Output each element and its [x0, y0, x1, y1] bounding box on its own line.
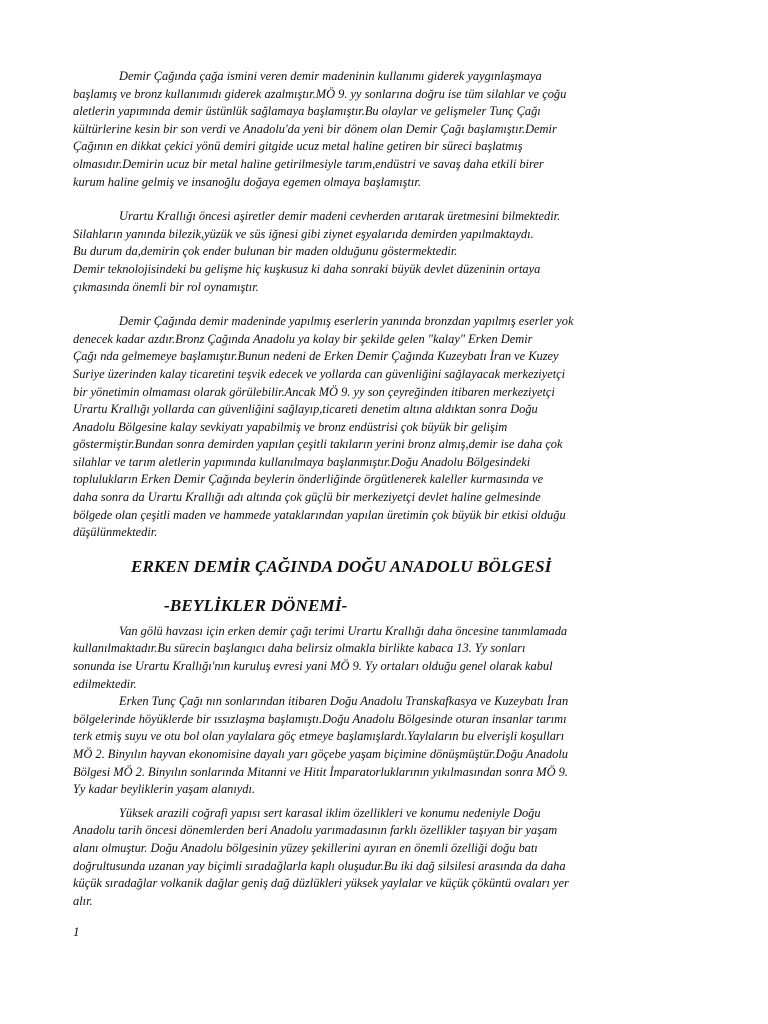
text-line: bir yönetimin olmaması olarak görülebilir.Ancak MÖ 9. yy son çeyreğinden itibaren merkeziyetçi	[73, 384, 555, 399]
text-line: Yy kadar beyliklerin yaşam alanıydı.	[73, 782, 256, 797]
text-line: Çağının en dikkat çekici yönü demiri gitgide ucuz metal haline getiren bir süreci başlatmış	[73, 139, 523, 154]
text-line: Urartu Krallığı yollarda can güvenliğini sağlayıp,ticareti denetim altına aldıktan sonra Doğu	[73, 402, 538, 417]
text-line: olmasıdır.Demirin ucuz bir metal haline getirilmesiyle tarım,endüstri ve savaş daha etkili birer	[73, 156, 544, 171]
text-line: Urartu Krallığı öncesi aşiretler demir madeni cevherden arıtarak üretmesini bilmektedir.	[119, 209, 561, 224]
paragraph-spacer	[73, 296, 697, 313]
text-line: alanı olmuştur. Doğu Anadolu bölgesinin yüzey şekillerini ayıran en önemli özelliği doğu batı	[73, 840, 538, 855]
section-heading: ERKEN DEMİR ÇAĞINDA DOĞU ANADOLU BÖLGESİ	[131, 556, 552, 576]
text-line: silahlar ve tarım aletlerin yapımında kullanılmaya başlanmıştır.Doğu Anadolu Bölgesindeki	[73, 454, 531, 469]
text-line: kurum haline gelmiş ve insanoğlu doğaya egemen olmaya başlamıştır.	[73, 174, 421, 189]
paragraph-van-basin	[73, 623, 697, 693]
text-line: bölgede olan çeşitli maden ve hammede yataklarından yapılan üretimin çok büyük bir etkisi olduğu	[73, 507, 566, 522]
text-line: düşülünmektedir.	[73, 525, 158, 540]
text-line: Demir teknolojisindeki bu gelişme hiç kuşkusuz ki daha sonraki büyük devlet düzeninin ortaya	[73, 261, 541, 276]
text-line: çıkmasında önemli bir rol oynamıştır.	[73, 279, 259, 294]
paragraph-geography	[73, 805, 697, 911]
text-line: Bölgesi MÖ 2. Binyılın sonlarında Mitanni ve Hitit İmparatorluklarının yıkılmasından sonra MÖ 9.	[73, 764, 568, 779]
text-line: Erken Tunç Çağı nın sonlarından itibaren Doğu Anadolu Transkafkasya ve Kuzeybatı İran	[119, 694, 569, 709]
text-line: alır.	[73, 893, 93, 908]
text-line: başlamış ve bronz kullanımıdı giderek azalmıştır.MÖ 9. yy sonlarına doğru ise tüm silahlar ve çoğu	[73, 86, 567, 101]
text-line: aletlerin yapımında demir üstünlük sağlamaya başlamıştır.Bu olaylar ve gelişmeler Tunç Çağı	[73, 104, 541, 119]
text-line: göstermiştir.Bundan sonra demirden yapılan çeşitli takıların yerini bronz almış,demir ise daha çok	[73, 437, 563, 452]
text-line: Silahların yanında bilezik,yüzük ve süs iğnesi gibi ziynet eşyalarıda demirden yapılmaktaydı.	[73, 226, 534, 241]
paragraph-spacer	[73, 191, 697, 208]
paragraph-iron-age-intro	[73, 68, 697, 191]
text-line: Suriye üzerinden kalay ticaretini teşvik edecek ve yollarda can güvenliğini sağlayacak merkeziyetçi	[73, 366, 566, 381]
text-line: Anadolu tarih öncesi dönemlerden beri Anadolu yarımadasının farklı özellikler taşıyan bir yaşam	[73, 823, 558, 838]
text-line: edilmektedir.	[73, 676, 137, 691]
text-line: Van gölü havzası için erken demir çağı terimi Urartu Krallığı daha öncesine tanımlamada	[119, 623, 568, 638]
text-line: Demir Çağında demir madeninde yapılmış eserlerin yanında bronzdan yapılmış eserler yok	[119, 314, 574, 329]
text-line: Anadolu Bölgesine kalay sevkiyatı yapabilmiş ve bronz endüstrisi çok büyük bir gelişim	[73, 419, 508, 434]
text-line: daha sonra da Urartu Krallığı adı altında çok güçlü bir merkeziyetçi devlet haline gelmesinde	[73, 490, 541, 505]
page-number: 1	[73, 924, 80, 939]
text-line: denecek kadar azdır.Bronz Çağında Anadolu ya kolay bir şekilde gelen "kalay" Erken Demir	[73, 331, 533, 346]
text-line: doğrultusunda uzanan yay biçimli sıradağlarla kaplı oluşudur.Bu iki dağ silsilesi arasında da daha	[73, 858, 566, 873]
text-line: Demir Çağında çağa ismini veren demir madeninin kullanımı giderek yaygınlaşmaya	[119, 69, 542, 83]
text-line: bölgelerinde höyüklerde bir ıssızlaşma başlamıştı.Doğu Anadolu Bölgesinde oturan insanlar tarımı	[73, 711, 567, 726]
text-line: kültürlerine kesin bir son verdi ve Anadolu'da yeni bir dönem olan Demir Çağı başlamıştır.Demir	[73, 121, 557, 136]
paragraph-urartu-before	[73, 208, 697, 296]
section-subheading: -BEYLİKLER DÖNEMİ-	[164, 595, 348, 615]
text-line: sonunda ise Urartu Krallığı'nın kuruluş evresi yani MÖ 9. Yy ortaları olduğu genel olarak kabul	[73, 659, 553, 674]
text-line: MÖ 2. Binyılın hayvan ekonomisine dayalı yarı göçebe yaşam biçimine dönüşmüştür.Doğu Anadolu	[73, 747, 568, 761]
text-line: küçük sıradağlar volkanik dağlar geniş dağ düzlükleri yüksek yaylalar ve küçük çöküntü ovaları yer	[73, 876, 569, 891]
text-line: toplulukların Erken Demir Çağında beylerin önderliğinde örgütlenerek kaleller kurmasında ve	[73, 472, 544, 487]
document-body	[73, 68, 697, 910]
text-line: Çağı nda gelmemeye başlamıştır.Bunun nedeni de Erken Demir Çağında Kuzeybatı İran ve Kuzey	[73, 349, 559, 364]
paragraph-early-bronze-end	[73, 693, 697, 799]
paragraph-bronze-tin	[73, 313, 697, 542]
text-line: kullanılmaktadır.Bu sürecin başlangıcı daha belirsiz olmakla birlikte kabaca 13. Yy sonları	[73, 641, 526, 656]
text-line: terk etmiş suyu ve otu bol olan yaylalara göç etmeye başlamışlardı.Yaylaların bu elverişli koşulları	[73, 729, 565, 744]
text-line: Yüksek arazili coğrafi yapısı sert karasal iklim özellikleri ve konumu nedeniyle Doğu	[119, 805, 541, 820]
text-line: Bu durum da,demirin çok ender bulunan bir maden olduğunu göstermektedir.	[73, 244, 458, 259]
